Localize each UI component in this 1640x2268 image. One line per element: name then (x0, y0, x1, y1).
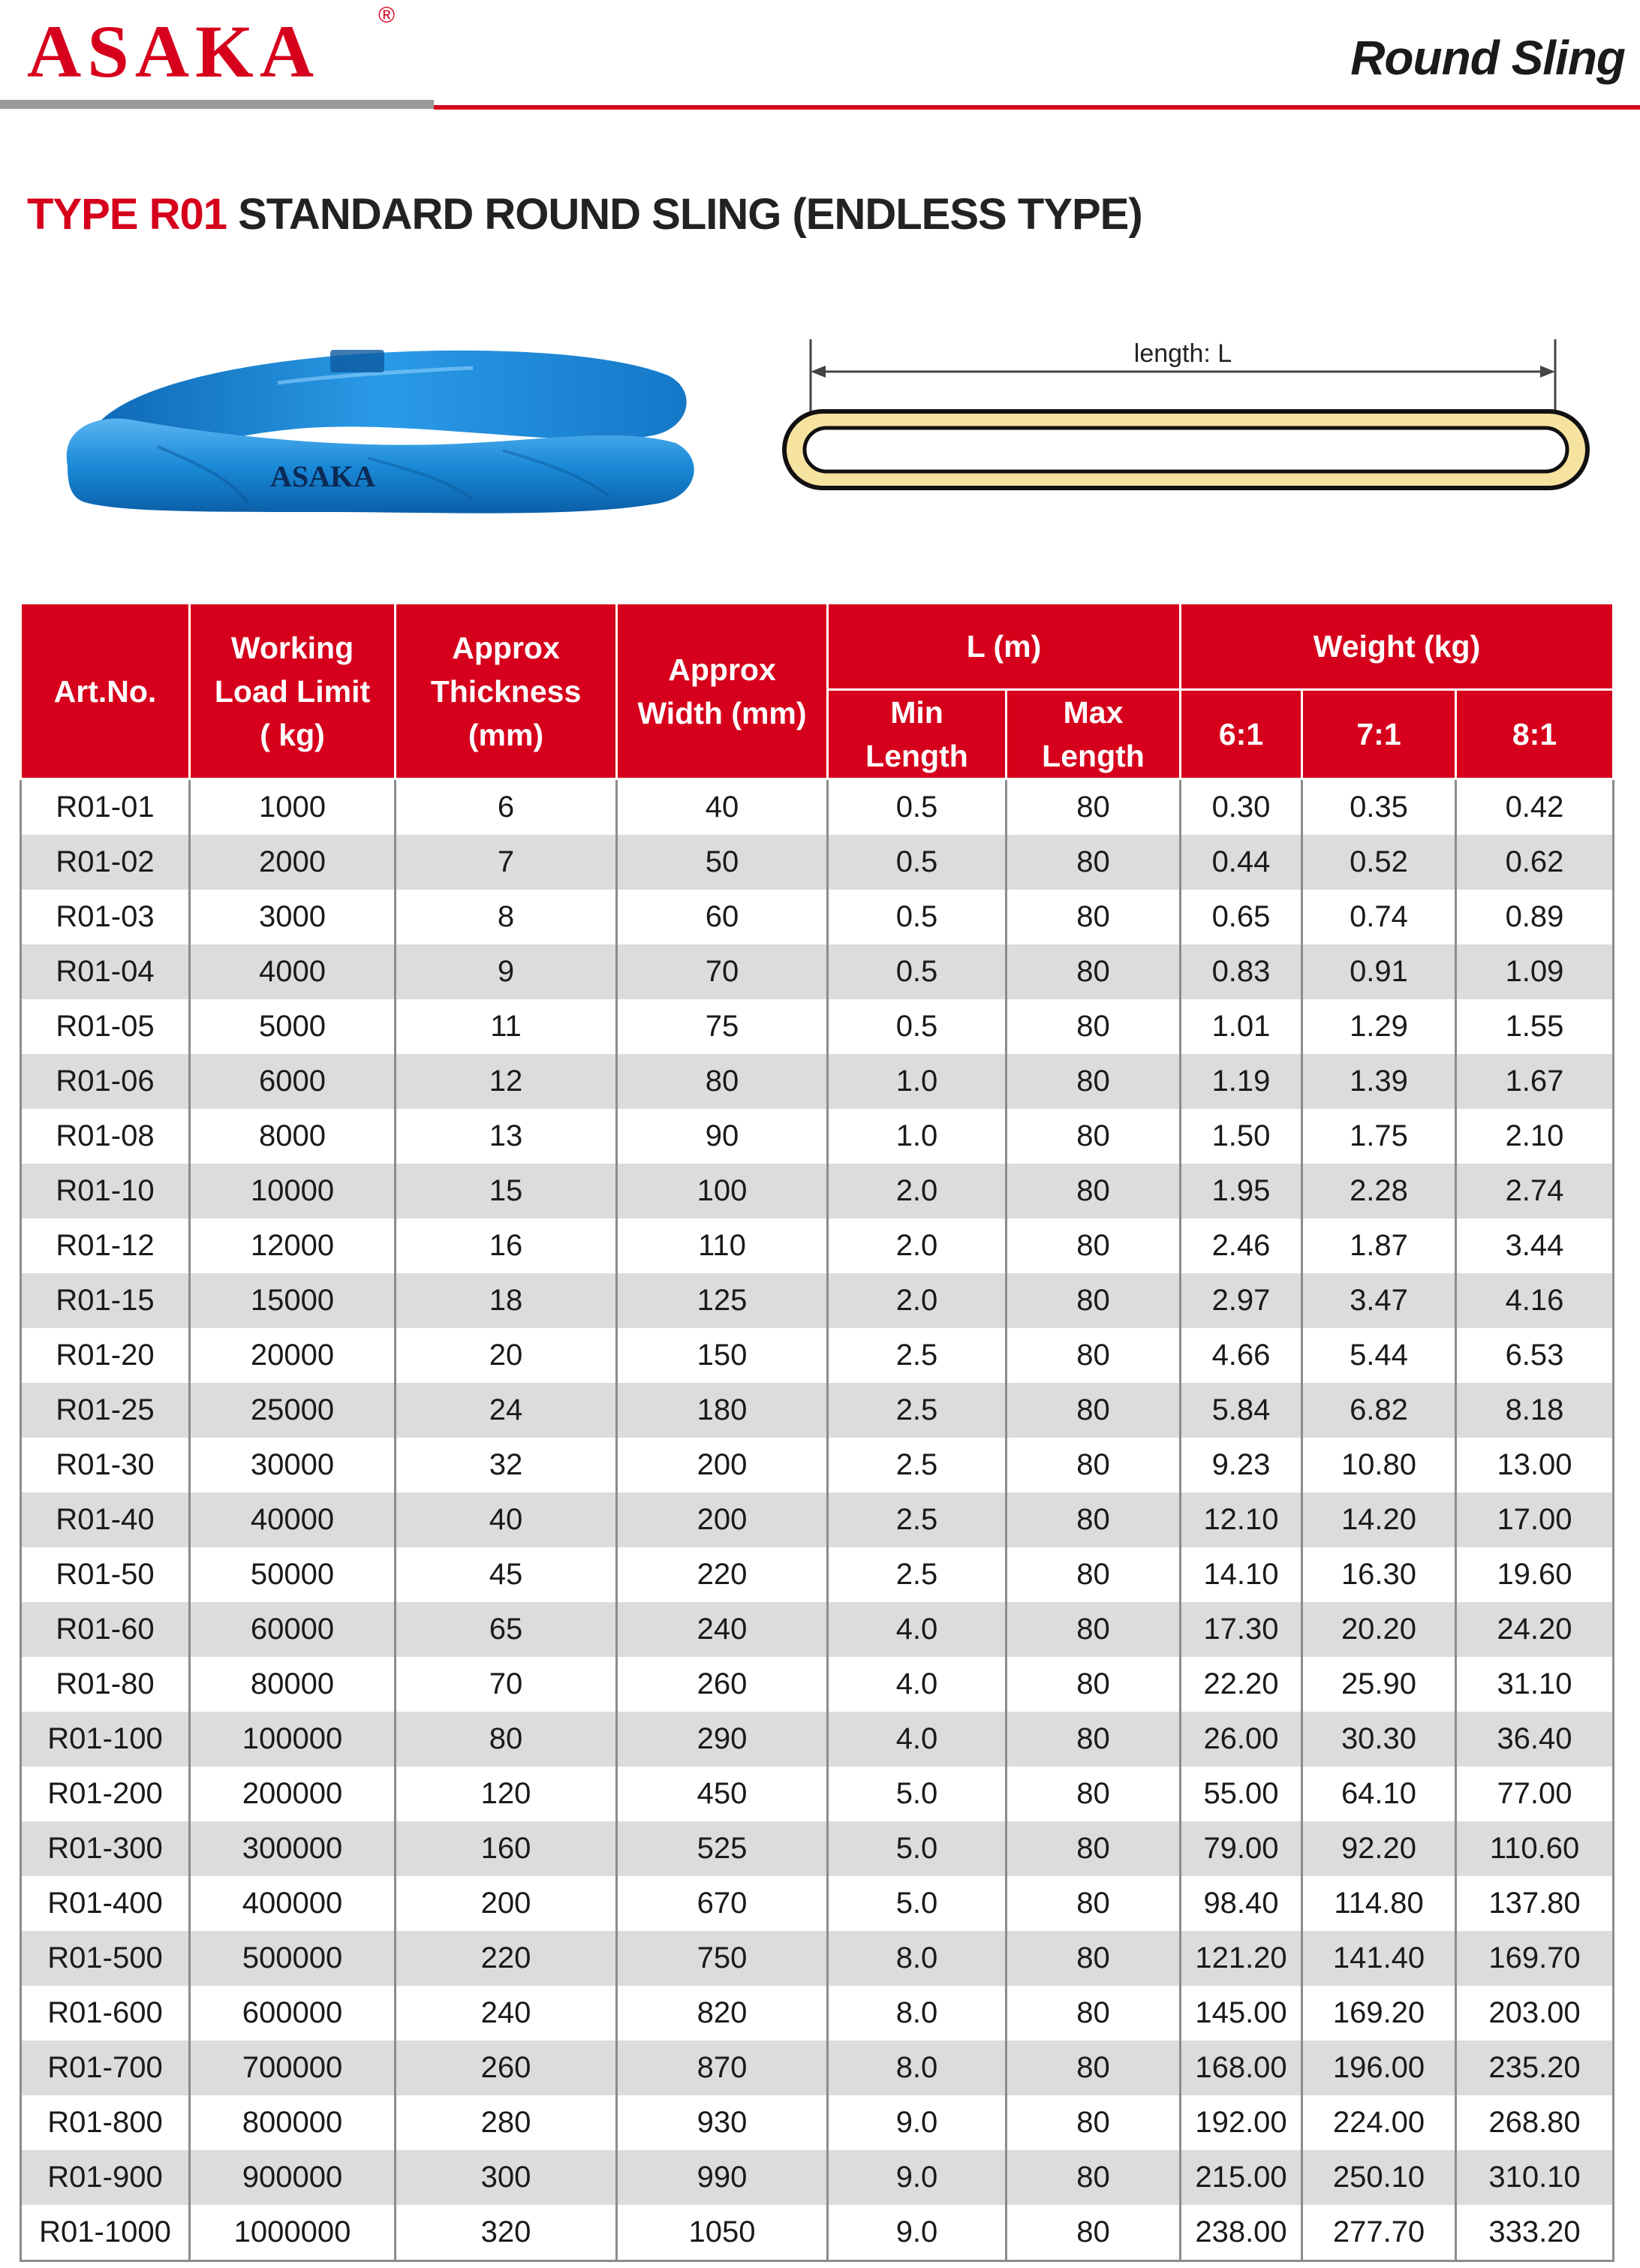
table-row (21, 1712, 1614, 1767)
cell-width: 1050 (617, 2205, 828, 2261)
cell-weight-7-1: 0.91 (1302, 944, 1456, 999)
cell-weight-6-1: 22.20 (1181, 1657, 1302, 1712)
cell-max-length: 80 (1007, 2150, 1181, 2205)
table-row (21, 835, 1614, 890)
cell-thickness: 7 (396, 835, 617, 890)
spec-table (20, 602, 1614, 2262)
cell-working-load-limit: 1000 (190, 779, 396, 836)
product-title-text: STANDARD ROUND SLING (ENDLESS TYPE) (238, 190, 1142, 239)
cell-art-no: R01-15 (21, 1273, 190, 1328)
product-type-code: TYPE R01 (27, 190, 227, 239)
table-row (21, 779, 1614, 836)
cell-weight-8-1: 235.20 (1456, 2041, 1614, 2095)
cell-thickness: 65 (396, 1602, 617, 1657)
cell-weight-8-1: 310.10 (1456, 2150, 1614, 2205)
cell-max-length: 80 (1007, 1164, 1181, 1218)
registered-mark: ® (378, 3, 396, 28)
cell-width: 820 (617, 1986, 828, 2041)
cell-weight-6-1: 0.83 (1181, 944, 1302, 999)
cell-art-no: R01-50 (21, 1547, 190, 1602)
cell-working-load-limit: 12000 (190, 1218, 396, 1273)
cell-max-length: 80 (1007, 1492, 1181, 1547)
cell-weight-7-1: 1.75 (1302, 1109, 1456, 1164)
header-working-load-limit: Working Load Limit ( kg) (190, 604, 396, 779)
cell-thickness: 40 (396, 1492, 617, 1547)
cell-weight-7-1: 30.30 (1302, 1712, 1456, 1767)
table-row (21, 1767, 1614, 1821)
cell-weight-6-1: 145.00 (1181, 1986, 1302, 2041)
cell-working-load-limit: 200000 (190, 1767, 396, 1821)
cell-weight-8-1: 77.00 (1456, 1767, 1614, 1821)
table-row (21, 1438, 1614, 1492)
cell-weight-6-1: 0.30 (1181, 779, 1302, 836)
cell-weight-8-1: 17.00 (1456, 1492, 1614, 1547)
cell-thickness: 8 (396, 890, 617, 944)
cell-art-no: R01-1000 (21, 2205, 190, 2261)
cell-working-load-limit: 60000 (190, 1602, 396, 1657)
header-length-group: L (m) (828, 604, 1181, 690)
cell-working-load-limit: 4000 (190, 944, 396, 999)
cell-weight-6-1: 0.44 (1181, 835, 1302, 890)
cell-weight-6-1: 0.65 (1181, 890, 1302, 944)
cell-thickness: 15 (396, 1164, 617, 1218)
cell-art-no: R01-500 (21, 1931, 190, 1986)
cell-min-length: 1.0 (828, 1054, 1007, 1109)
cell-weight-7-1: 92.20 (1302, 1821, 1456, 1876)
cell-art-no: R01-25 (21, 1383, 190, 1438)
cell-width: 125 (617, 1273, 828, 1328)
table-row (21, 1876, 1614, 1931)
cell-weight-6-1: 192.00 (1181, 2095, 1302, 2150)
cell-min-length: 1.0 (828, 1109, 1007, 1164)
cell-max-length: 80 (1007, 1054, 1181, 1109)
cell-max-length: 80 (1007, 1931, 1181, 1986)
cell-thickness: 20 (396, 1328, 617, 1383)
table-row (21, 2095, 1614, 2150)
cell-working-load-limit: 15000 (190, 1273, 396, 1328)
cell-weight-6-1: 238.00 (1181, 2205, 1302, 2261)
cell-min-length: 8.0 (828, 1931, 1007, 1986)
cell-weight-6-1: 2.97 (1181, 1273, 1302, 1328)
table-row (21, 944, 1614, 999)
cell-weight-8-1: 6.53 (1456, 1328, 1614, 1383)
cell-working-load-limit: 600000 (190, 1986, 396, 2041)
cell-max-length: 80 (1007, 1547, 1181, 1602)
header-approx-thickness: Approx Thickness (mm) (396, 604, 617, 779)
cell-width: 870 (617, 2041, 828, 2095)
cell-width: 40 (617, 779, 828, 836)
cell-width: 930 (617, 2095, 828, 2150)
header-weight-group: Weight (kg) (1181, 604, 1614, 690)
cell-width: 70 (617, 944, 828, 999)
cell-max-length: 80 (1007, 944, 1181, 999)
cell-thickness: 200 (396, 1876, 617, 1931)
cell-weight-8-1: 0.89 (1456, 890, 1614, 944)
cell-max-length: 80 (1007, 999, 1181, 1054)
cell-thickness: 13 (396, 1109, 617, 1164)
cell-min-length: 5.0 (828, 1767, 1007, 1821)
cell-min-length: 2.0 (828, 1218, 1007, 1273)
cell-working-load-limit: 400000 (190, 1876, 396, 1931)
cell-weight-6-1: 1.50 (1181, 1109, 1302, 1164)
cell-min-length: 0.5 (828, 779, 1007, 836)
cell-max-length: 80 (1007, 1712, 1181, 1767)
table-row (21, 2041, 1614, 2095)
table-row (21, 1328, 1614, 1383)
cell-min-length: 9.0 (828, 2095, 1007, 2150)
cell-thickness: 120 (396, 1767, 617, 1821)
cell-art-no: R01-05 (21, 999, 190, 1054)
cell-min-length: 0.5 (828, 999, 1007, 1054)
cell-working-load-limit: 700000 (190, 2041, 396, 2095)
cell-thickness: 24 (396, 1383, 617, 1438)
cell-weight-7-1: 0.74 (1302, 890, 1456, 944)
header-weight-8-1: 8:1 (1456, 690, 1614, 779)
cell-weight-8-1: 333.20 (1456, 2205, 1614, 2261)
cell-weight-6-1: 121.20 (1181, 1931, 1302, 1986)
cell-working-load-limit: 1000000 (190, 2205, 396, 2261)
cell-weight-7-1: 10.80 (1302, 1438, 1456, 1492)
cell-min-length: 5.0 (828, 1821, 1007, 1876)
cell-min-length: 0.5 (828, 890, 1007, 944)
cell-weight-6-1: 215.00 (1181, 2150, 1302, 2205)
cell-art-no: R01-200 (21, 1767, 190, 1821)
cell-max-length: 80 (1007, 1273, 1181, 1328)
cell-weight-6-1: 168.00 (1181, 2041, 1302, 2095)
cell-weight-6-1: 14.10 (1181, 1547, 1302, 1602)
cell-weight-8-1: 1.55 (1456, 999, 1614, 1054)
cell-thickness: 80 (396, 1712, 617, 1767)
cell-weight-7-1: 1.87 (1302, 1218, 1456, 1273)
cell-working-load-limit: 80000 (190, 1657, 396, 1712)
cell-weight-8-1: 169.70 (1456, 1931, 1614, 1986)
cell-width: 200 (617, 1438, 828, 1492)
cell-weight-7-1: 6.82 (1302, 1383, 1456, 1438)
cell-working-load-limit: 10000 (190, 1164, 396, 1218)
cell-working-load-limit: 3000 (190, 890, 396, 944)
cell-art-no: R01-300 (21, 1821, 190, 1876)
cell-weight-8-1: 3.44 (1456, 1218, 1614, 1273)
cell-max-length: 80 (1007, 890, 1181, 944)
cell-width: 150 (617, 1328, 828, 1383)
cell-thickness: 260 (396, 2041, 617, 2095)
cell-weight-8-1: 8.18 (1456, 1383, 1614, 1438)
cell-weight-8-1: 1.09 (1456, 944, 1614, 999)
cell-weight-7-1: 1.29 (1302, 999, 1456, 1054)
cell-weight-8-1: 110.60 (1456, 1821, 1614, 1876)
header-weight-6-1: 6:1 (1181, 690, 1302, 779)
header-approx-width: Approx Width (mm) (617, 604, 828, 779)
cell-width: 80 (617, 1054, 828, 1109)
cell-max-length: 80 (1007, 1821, 1181, 1876)
cell-weight-6-1: 1.95 (1181, 1164, 1302, 1218)
header-weight-7-1: 7:1 (1302, 690, 1456, 779)
cell-width: 450 (617, 1767, 828, 1821)
cell-min-length: 4.0 (828, 1712, 1007, 1767)
cell-art-no: R01-900 (21, 2150, 190, 2205)
cell-thickness: 11 (396, 999, 617, 1054)
cell-weight-6-1: 5.84 (1181, 1383, 1302, 1438)
cell-width: 240 (617, 1602, 828, 1657)
cell-weight-7-1: 64.10 (1302, 1767, 1456, 1821)
cell-thickness: 240 (396, 1986, 617, 2041)
cell-weight-7-1: 141.40 (1302, 1931, 1456, 1986)
cell-weight-8-1: 137.80 (1456, 1876, 1614, 1931)
cell-weight-8-1: 268.80 (1456, 2095, 1614, 2150)
cell-min-length: 2.5 (828, 1383, 1007, 1438)
table-row (21, 1602, 1614, 1657)
cell-width: 220 (617, 1547, 828, 1602)
cell-weight-6-1: 9.23 (1181, 1438, 1302, 1492)
cell-max-length: 80 (1007, 1876, 1181, 1931)
cell-weight-7-1: 2.28 (1302, 1164, 1456, 1218)
cell-width: 75 (617, 999, 828, 1054)
cell-thickness: 18 (396, 1273, 617, 1328)
cell-width: 90 (617, 1109, 828, 1164)
cell-thickness: 70 (396, 1657, 617, 1712)
cell-weight-6-1: 26.00 (1181, 1712, 1302, 1767)
cell-weight-7-1: 25.90 (1302, 1657, 1456, 1712)
cell-working-load-limit: 20000 (190, 1328, 396, 1383)
cell-weight-7-1: 169.20 (1302, 1986, 1456, 2041)
cell-min-length: 9.0 (828, 2150, 1007, 2205)
table-row (21, 1492, 1614, 1547)
cell-thickness: 16 (396, 1218, 617, 1273)
cell-max-length: 80 (1007, 779, 1181, 836)
cell-min-length: 2.0 (828, 1164, 1007, 1218)
cell-working-load-limit: 800000 (190, 2095, 396, 2150)
table-row (21, 1821, 1614, 1876)
cell-weight-8-1: 2.74 (1456, 1164, 1614, 1218)
cell-thickness: 45 (396, 1547, 617, 1602)
table-row (21, 1931, 1614, 1986)
cell-weight-8-1: 0.62 (1456, 835, 1614, 890)
table-row (21, 1547, 1614, 1602)
cell-weight-7-1: 1.39 (1302, 1054, 1456, 1109)
cell-thickness: 160 (396, 1821, 617, 1876)
cell-weight-8-1: 1.67 (1456, 1054, 1614, 1109)
cell-min-length: 0.5 (828, 835, 1007, 890)
sling-photo-label: ASAKA (270, 459, 376, 493)
cell-width: 290 (617, 1712, 828, 1767)
table-row (21, 1986, 1614, 2041)
cell-thickness: 6 (396, 779, 617, 836)
cell-min-length: 2.5 (828, 1328, 1007, 1383)
cell-thickness: 320 (396, 2205, 617, 2261)
header-divider-red (434, 105, 1640, 110)
cell-max-length: 80 (1007, 835, 1181, 890)
cell-weight-6-1: 12.10 (1181, 1492, 1302, 1547)
cell-weight-8-1: 4.16 (1456, 1273, 1614, 1328)
cell-working-load-limit: 6000 (190, 1054, 396, 1109)
table-row (21, 2205, 1614, 2261)
cell-working-load-limit: 30000 (190, 1438, 396, 1492)
cell-working-load-limit: 300000 (190, 1821, 396, 1876)
cell-art-no: R01-10 (21, 1164, 190, 1218)
cell-min-length: 0.5 (828, 944, 1007, 999)
cell-min-length: 2.5 (828, 1492, 1007, 1547)
cell-art-no: R01-08 (21, 1109, 190, 1164)
cell-working-load-limit: 5000 (190, 999, 396, 1054)
cell-min-length: 9.0 (828, 2205, 1007, 2261)
cell-weight-6-1: 1.01 (1181, 999, 1302, 1054)
cell-weight-8-1: 0.42 (1456, 779, 1614, 836)
cell-art-no: R01-400 (21, 1876, 190, 1931)
sling-length-diagram (773, 330, 1599, 495)
brand-logo: ASAKA (27, 10, 320, 93)
cell-min-length: 4.0 (828, 1602, 1007, 1657)
cell-art-no: R01-06 (21, 1054, 190, 1109)
table-row (21, 1054, 1614, 1109)
cell-min-length: 8.0 (828, 1986, 1007, 2041)
cell-weight-7-1: 3.47 (1302, 1273, 1456, 1328)
cell-working-load-limit: 900000 (190, 2150, 396, 2205)
cell-width: 990 (617, 2150, 828, 2205)
cell-weight-6-1: 79.00 (1181, 1821, 1302, 1876)
header-max-length: Max Length (1007, 690, 1181, 779)
cell-working-load-limit: 50000 (190, 1547, 396, 1602)
cell-art-no: R01-600 (21, 1986, 190, 2041)
header-min-length: Min Length (828, 690, 1007, 779)
cell-max-length: 80 (1007, 1438, 1181, 1492)
page-category: Round Sling (1350, 31, 1625, 85)
cell-width: 110 (617, 1218, 828, 1273)
cell-min-length: 5.0 (828, 1876, 1007, 1931)
cell-weight-8-1: 24.20 (1456, 1602, 1614, 1657)
cell-weight-8-1: 2.10 (1456, 1109, 1614, 1164)
cell-art-no: R01-80 (21, 1657, 190, 1712)
table-row (21, 890, 1614, 944)
table-row (21, 1383, 1614, 1438)
cell-weight-6-1: 4.66 (1181, 1328, 1302, 1383)
cell-width: 670 (617, 1876, 828, 1931)
cell-weight-7-1: 5.44 (1302, 1328, 1456, 1383)
cell-art-no: R01-100 (21, 1712, 190, 1767)
cell-width: 60 (617, 890, 828, 944)
cell-thickness: 300 (396, 2150, 617, 2205)
cell-weight-6-1: 1.19 (1181, 1054, 1302, 1109)
cell-thickness: 220 (396, 1931, 617, 1986)
cell-weight-7-1: 0.52 (1302, 835, 1456, 890)
cell-weight-7-1: 0.35 (1302, 779, 1456, 836)
cell-width: 100 (617, 1164, 828, 1218)
cell-weight-7-1: 277.70 (1302, 2205, 1456, 2261)
cell-art-no: R01-700 (21, 2041, 190, 2095)
cell-working-load-limit: 25000 (190, 1383, 396, 1438)
cell-max-length: 80 (1007, 1657, 1181, 1712)
cell-max-length: 80 (1007, 1328, 1181, 1383)
cell-weight-8-1: 36.40 (1456, 1712, 1614, 1767)
cell-art-no: R01-01 (21, 779, 190, 836)
cell-weight-8-1: 203.00 (1456, 1986, 1614, 2041)
cell-art-no: R01-30 (21, 1438, 190, 1492)
cell-weight-7-1: 196.00 (1302, 2041, 1456, 2095)
length-label: length: L (1133, 339, 1232, 368)
cell-working-load-limit: 100000 (190, 1712, 396, 1767)
cell-max-length: 80 (1007, 2205, 1181, 2261)
cell-max-length: 80 (1007, 2095, 1181, 2150)
cell-weight-7-1: 14.20 (1302, 1492, 1456, 1547)
table-row (21, 1164, 1614, 1218)
cell-art-no: R01-03 (21, 890, 190, 944)
cell-min-length: 2.5 (828, 1547, 1007, 1602)
header-divider-gray (0, 100, 434, 109)
cell-max-length: 80 (1007, 1109, 1181, 1164)
cell-thickness: 32 (396, 1438, 617, 1492)
cell-min-length: 2.5 (828, 1438, 1007, 1492)
cell-min-length: 4.0 (828, 1657, 1007, 1712)
cell-width: 525 (617, 1821, 828, 1876)
cell-weight-6-1: 98.40 (1181, 1876, 1302, 1931)
cell-max-length: 80 (1007, 1767, 1181, 1821)
cell-weight-7-1: 20.20 (1302, 1602, 1456, 1657)
cell-working-load-limit: 40000 (190, 1492, 396, 1547)
cell-width: 200 (617, 1492, 828, 1547)
cell-thickness: 12 (396, 1054, 617, 1109)
cell-weight-7-1: 250.10 (1302, 2150, 1456, 2205)
cell-width: 750 (617, 1931, 828, 1986)
cell-min-length: 8.0 (828, 2041, 1007, 2095)
cell-art-no: R01-20 (21, 1328, 190, 1383)
cell-max-length: 80 (1007, 1986, 1181, 2041)
cell-max-length: 80 (1007, 2041, 1181, 2095)
cell-thickness: 280 (396, 2095, 617, 2150)
cell-art-no: R01-02 (21, 835, 190, 890)
cell-width: 180 (617, 1383, 828, 1438)
cell-weight-7-1: 16.30 (1302, 1547, 1456, 1602)
cell-art-no: R01-60 (21, 1602, 190, 1657)
cell-width: 260 (617, 1657, 828, 1712)
round-sling-photo (53, 315, 698, 526)
cell-working-load-limit: 8000 (190, 1109, 396, 1164)
cell-weight-7-1: 114.80 (1302, 1876, 1456, 1931)
table-row (21, 1273, 1614, 1328)
cell-working-load-limit: 2000 (190, 835, 396, 890)
cell-weight-6-1: 55.00 (1181, 1767, 1302, 1821)
cell-weight-8-1: 31.10 (1456, 1657, 1614, 1712)
cell-width: 50 (617, 835, 828, 890)
cell-weight-8-1: 13.00 (1456, 1438, 1614, 1492)
cell-art-no: R01-12 (21, 1218, 190, 1273)
header-art-no: Art.No. (21, 604, 190, 779)
cell-weight-6-1: 2.46 (1181, 1218, 1302, 1273)
cell-max-length: 80 (1007, 1602, 1181, 1657)
cell-min-length: 2.0 (828, 1273, 1007, 1328)
cell-art-no: R01-800 (21, 2095, 190, 2150)
cell-art-no: R01-04 (21, 944, 190, 999)
table-row (21, 1109, 1614, 1164)
table-row (21, 1218, 1614, 1273)
cell-max-length: 80 (1007, 1383, 1181, 1438)
cell-weight-8-1: 19.60 (1456, 1547, 1614, 1602)
cell-max-length: 80 (1007, 1218, 1181, 1273)
table-row (21, 2150, 1614, 2205)
spec-table-body (21, 779, 1614, 2261)
product-title (27, 189, 1142, 239)
cell-thickness: 9 (396, 944, 617, 999)
cell-weight-7-1: 224.00 (1302, 2095, 1456, 2150)
cell-weight-6-1: 17.30 (1181, 1602, 1302, 1657)
table-row (21, 1657, 1614, 1712)
table-row (21, 999, 1614, 1054)
cell-art-no: R01-40 (21, 1492, 190, 1547)
cell-working-load-limit: 500000 (190, 1931, 396, 1986)
